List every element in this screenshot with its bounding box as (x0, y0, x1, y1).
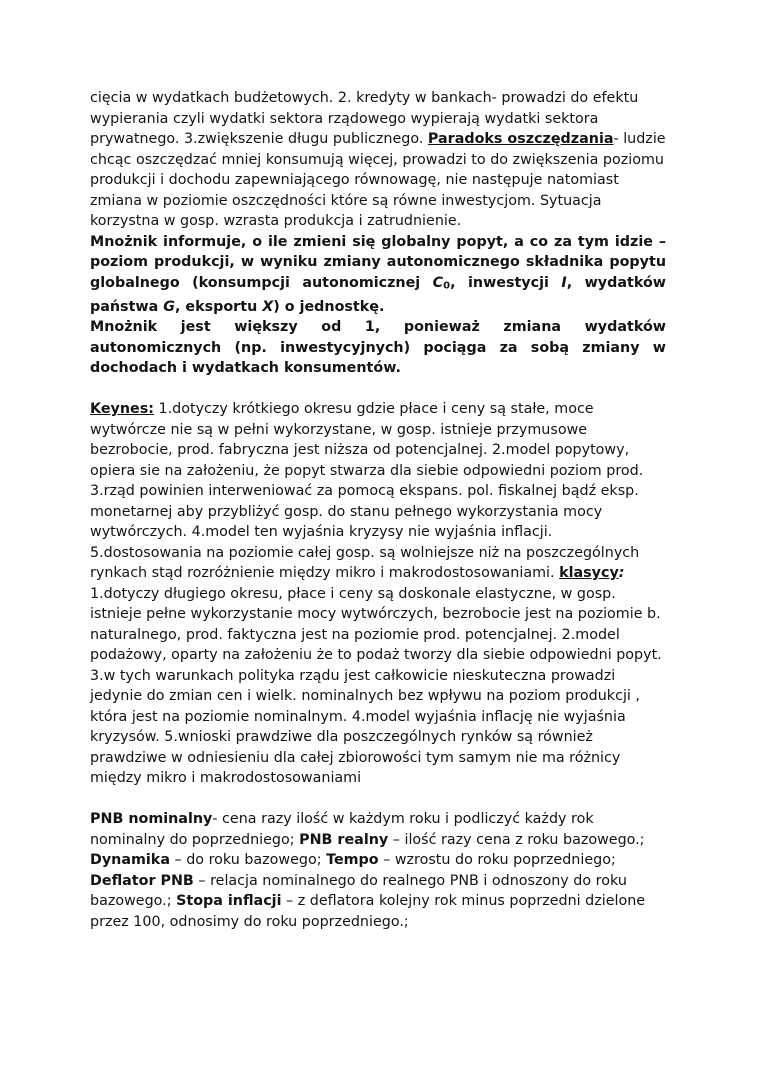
text-budget-cuts: cięcia w wydatkach budżetowych. 2. kredyty w bankach- prowadzi do efektu wypierania czyli wydatki sektora rządowego wypierają wydatki sektora prywatnego. 3.zwiększenie długu publicznego. (90, 90, 639, 147)
paragraph-pnb (90, 809, 666, 932)
text-pnb-nominalny: - cena razy ilość w każdym roku i podliczyć każdy rok nominalny do poprzedniego; (90, 811, 594, 848)
term-klasycy-colon: : (618, 565, 625, 581)
term-pnb-nominalny: PNB nominalny (90, 811, 213, 827)
text-o-jednostke: ) o jednostkę. (273, 298, 385, 315)
paragraph-mnoznik-definition (90, 232, 666, 318)
spacer (90, 789, 666, 810)
paragraph-budget-paradox (90, 88, 666, 232)
term-klasycy: klasycy (559, 565, 619, 581)
spacer (90, 379, 666, 400)
text-wydatkow-panstwa: , wydatków państwa (90, 274, 666, 315)
text-inwestycji: , inwestycji (450, 274, 562, 291)
term-pnb-realny: PNB realny (299, 831, 389, 848)
text-mnoznik-intro: Mnożnik informuje, o ile zmieni się globalny popyt, a co za tym idzie – poziom produkcji, w wyniku zmiany autonomicznego składnika popytu globalnego (konsumpcji autonomicznej (90, 233, 666, 291)
text-pnb-realny: – ilość razy cena z roku bazowego.; (388, 831, 645, 848)
symbol-x: X (262, 298, 274, 315)
term-tempo: Tempo (326, 852, 379, 868)
symbol-g: G (163, 298, 175, 315)
symbol-c: C (432, 274, 444, 291)
symbol-i: I (561, 274, 567, 291)
text-dynamika: – do roku bazowego; (169, 852, 327, 868)
paragraph-keynes-klasycy (90, 399, 666, 789)
text-keynes-points: 1.dotyczy krótkiego okresu gdzie płace i ceny są stałe, moce wytwórcze nie są w pełni wykorzystane, w gosp. istnieje przymusowe bezrobocie, prod. fabryczna jest niższa od potencjalnej. 2.model popytowy, opiera sie na założeniu, że popyt stwarza dla siebie odpowiedni poziom prod. 3.rząd powinien interweniować za pomocą ekspans. pol. fiskalnej bądź eksp. monetarnej aby przybliżyć gosp. do stanu pełnego wykorzystania mocy wytwórczych. 4.model ten wyjaśnia kryzysy nie wyjaśnia inflacji. 5.dostosowania na poziomie całej gosp. są wolniejsze niż na poszczególnych rynkach stąd rozróżnienie między mikro i makrodostosowaniami. (90, 401, 644, 581)
term-deflator-pnb: Deflator PNB (90, 872, 194, 889)
symbol-c-subscript: 0 (443, 280, 451, 291)
text-stopa-inflacji: – z deflatora kolejny rok minus poprzedni dzielone przez 100, odnosimy do roku poprzedniego.; (90, 893, 646, 930)
text-eksportu: , eksportu (175, 298, 263, 315)
term-paradoks-oszczedzania: Paradoks oszczędzania (427, 131, 614, 147)
term-keynes: Keynes: (90, 401, 154, 417)
text-deflator: – relacja nominalnego do realnego PNB i odnoszony do roku bazowego.; (90, 872, 627, 909)
paragraph-mnoznik-greater: Mnożnik jest większy od 1, ponieważ zmiana wydatków autonomicznych (np. inwestycyjnych) pociąga za sobą zmiany w dochodach i wydatkach konsumentów. (90, 319, 666, 376)
document-page (90, 88, 666, 932)
text-tempo: – wzrostu do roku poprzedniego; (378, 852, 616, 868)
term-dynamika: Dynamika (90, 852, 170, 868)
text-paradox-definition: - ludzie chcąc oszczędzać mniej konsumują więcej, prowadzi to do zwiększenia poziomu produkcji i dochodu zapewniającego równowagę, nie następuje natomiast zmiana w poziomie oszczędności które są równe inwestycjom. Sytuacja korzystna w gosp. wzrasta produkcja i zatrudnienie. (90, 131, 666, 229)
text-klasycy-points: 1.dotyczy długiego okresu, płace i ceny są doskonale elastyczne, w gosp. istnieje pełne wykorzystanie mocy wytwórczych, bezrobocie jest na poziomie b. naturalnego, prod. faktyczna jest na poziomie prod. potencjalnej. 2.model podażowy, oparty na założeniu że to podaż tworzy dla siebie odpowiedni popyt. 3.w tych warunkach polityka rządu jest całkowicie nieskuteczna prowadzi jedynie do zmian cen i wielk. nominalnych bez wpływu na poziom produkcji , która jest na poziomie nominalnym. 4.model wyjaśnia inflację nie wyjaśnia kryzysów. 5.wnioski prawdziwe dla poszczególnych rynków są również prawdziwe w odniesieniu dla całej zbiorowości tym samym nie ma różnicy między mikro i makrodostosowaniami (90, 585, 662, 786)
term-stopa-inflacji: Stopa inflacji (176, 893, 282, 909)
